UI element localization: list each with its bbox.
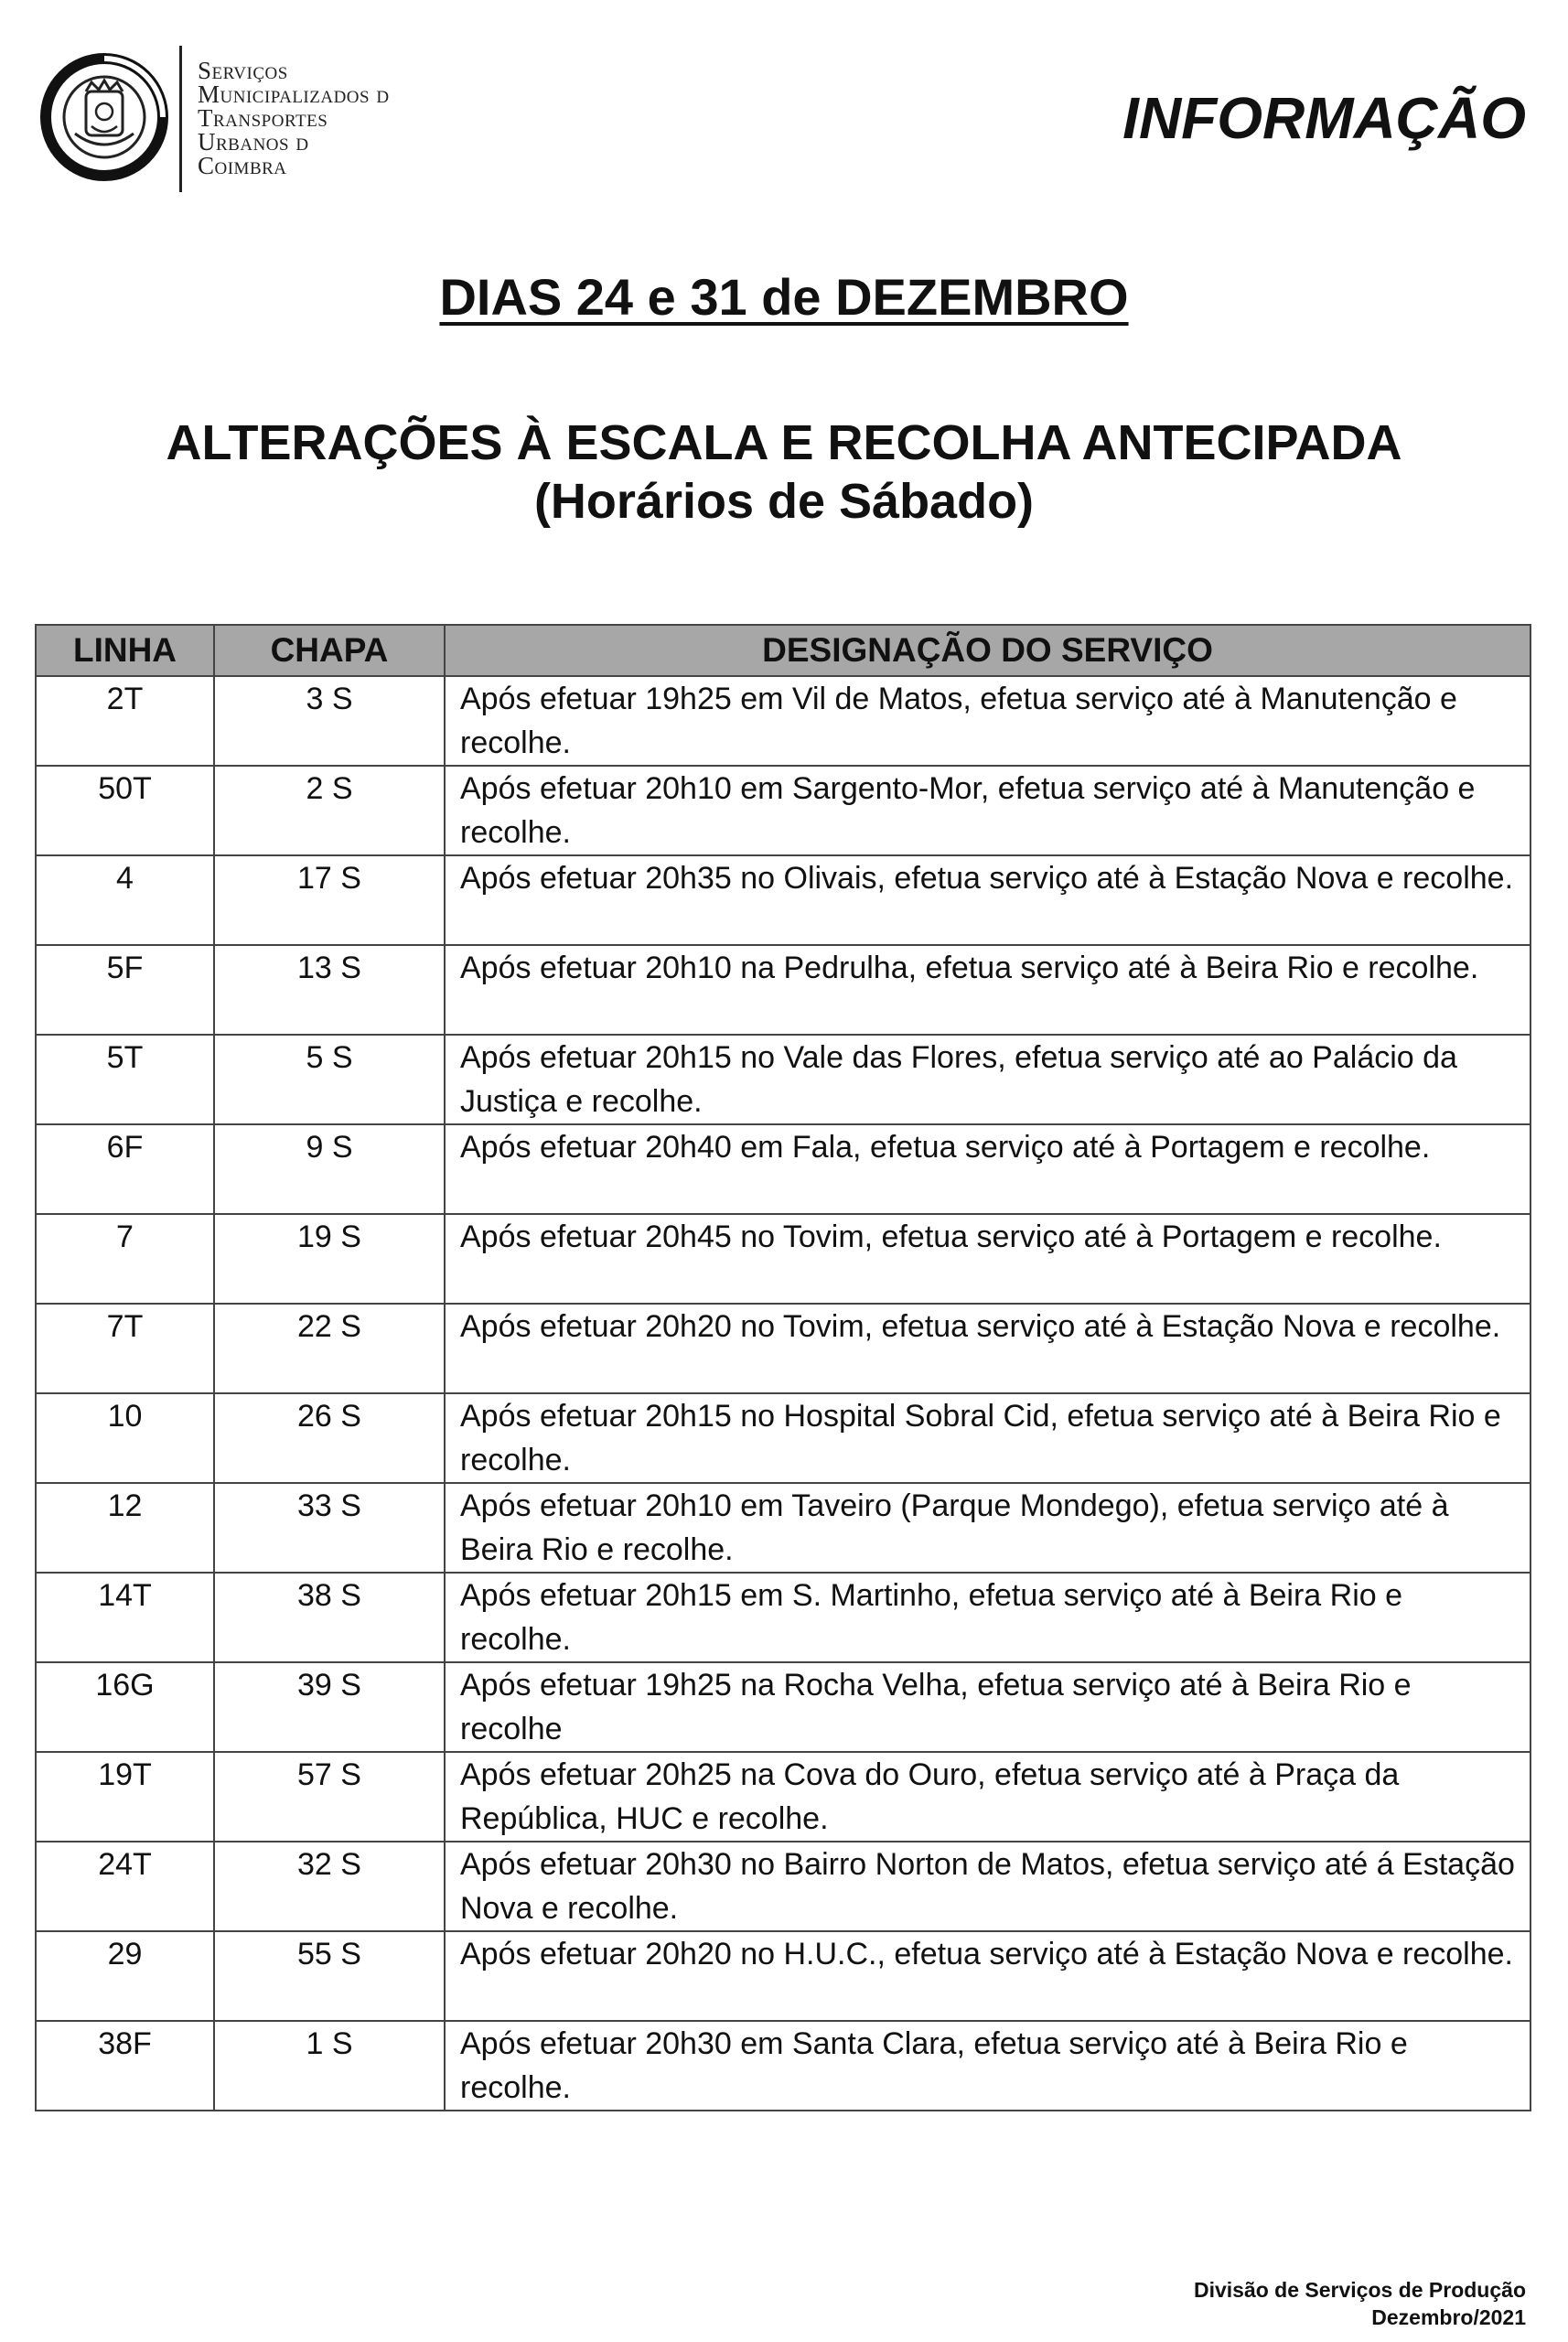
table-row [36, 1842, 1530, 1931]
org-line: Urbanos d [198, 128, 309, 156]
cell-chapa: 3 S [214, 676, 445, 766]
org-line: Coimbra [198, 152, 287, 179]
table-row [36, 1931, 1530, 2021]
org-line: Serviços [198, 57, 288, 84]
cell-chapa: 9 S [214, 1124, 445, 1214]
cell-designacao: Após efetuar 20h10 em Taveiro (Parque Mondego), efetua serviço até à Beira Rio e recolhe. [445, 1483, 1530, 1573]
information-label: INFORMAÇÃO [1122, 85, 1526, 151]
table-row [36, 855, 1530, 945]
cell-linha: 16G [36, 1662, 214, 1752]
org-line: Transportes [198, 104, 328, 132]
cell-designacao: Após efetuar 20h20 no Tovim, efetua serviço até à Estação Nova e recolhe. [445, 1304, 1530, 1393]
cell-designacao: Após efetuar 20h15 em S. Martinho, efetua serviço até à Beira Rio e recolhe. [445, 1573, 1530, 1662]
cell-linha: 14T [36, 1573, 214, 1662]
days-title [0, 267, 1568, 327]
table-row [36, 1304, 1530, 1393]
cell-chapa: 13 S [214, 945, 445, 1035]
logo-divider [179, 46, 182, 192]
cell-designacao: Após efetuar 20h45 no Tovim, efetua serviço até à Portagem e recolhe. [445, 1214, 1530, 1304]
cell-chapa: 22 S [214, 1304, 445, 1393]
cell-designacao: Após efetuar 19h25 na Rocha Velha, efetua serviço até à Beira Rio e recolhe [445, 1662, 1530, 1752]
days-title-text: DIAS 24 e 31 de DEZEMBRO [439, 268, 1129, 326]
cell-linha: 2T [36, 676, 214, 766]
cell-linha: 10 [36, 1393, 214, 1483]
cell-linha: 50T [36, 766, 214, 855]
cell-chapa: 39 S [214, 1662, 445, 1752]
coat-of-arms-icon [40, 53, 168, 181]
table-row [36, 945, 1530, 1035]
cell-designacao: Após efetuar 20h25 na Cova do Ouro, efetua serviço até à Praça da República, HUC e recolhe. [445, 1752, 1530, 1842]
cell-chapa: 33 S [214, 1483, 445, 1573]
table-row [36, 1483, 1530, 1573]
cell-chapa: 55 S [214, 1931, 445, 2021]
cell-linha: 5F [36, 945, 214, 1035]
cell-chapa: 1 S [214, 2021, 445, 2111]
cell-chapa: 38 S [214, 1573, 445, 1662]
cell-designacao: Após efetuar 20h30 em Santa Clara, efetua serviço até à Beira Rio e recolhe. [445, 2021, 1530, 2111]
cell-designacao: Após efetuar 19h25 em Vil de Matos, efetua serviço até à Manutenção e recolhe. [445, 676, 1530, 766]
cell-chapa: 17 S [214, 855, 445, 945]
cell-linha: 7 [36, 1214, 214, 1304]
table-row [36, 1124, 1530, 1214]
cell-linha: 6F [36, 1124, 214, 1214]
main-title-line1: ALTERAÇÕES À ESCALA E RECOLHA ANTECIPADA [166, 415, 1402, 470]
cell-chapa: 57 S [214, 1752, 445, 1842]
table-row [36, 1573, 1530, 1662]
cell-linha: 7T [36, 1304, 214, 1393]
table-row [36, 1662, 1530, 1752]
cell-designacao: Após efetuar 20h10 na Pedrulha, efetua serviço até à Beira Rio e recolhe. [445, 945, 1530, 1035]
cell-chapa: 19 S [214, 1214, 445, 1304]
cell-designacao: Após efetuar 20h20 no H.U.C., efetua serviço até à Estação Nova e recolhe. [445, 1931, 1530, 2021]
cell-chapa: 32 S [214, 1842, 445, 1931]
cell-designacao: Após efetuar 20h15 no Hospital Sobral Cid, efetua serviço até à Beira Rio e recolhe. [445, 1393, 1530, 1483]
cell-chapa: 5 S [214, 1035, 445, 1124]
cell-designacao: Após efetuar 20h30 no Bairro Norton de Matos, efetua serviço até á Estação Nova e recolhe. [445, 1842, 1530, 1931]
cell-linha: 24T [36, 1842, 214, 1931]
cell-designacao: Após efetuar 20h10 em Sargento-Mor, efetua serviço até à Manutenção e recolhe. [445, 766, 1530, 855]
cell-designacao: Após efetuar 20h15 no Vale das Flores, efetua serviço até ao Palácio da Justiça e recolhe. [445, 1035, 1530, 1124]
footer-division: Divisão de Serviços de Produção [1193, 2278, 1526, 2302]
table-row [36, 676, 1530, 766]
schedule-table [35, 624, 1531, 2111]
table-row [36, 766, 1530, 855]
footer-date: Dezembro/2021 [1371, 2305, 1526, 2329]
column-header-chapa: CHAPA [214, 625, 445, 676]
org-line: Municipalizados d [198, 81, 390, 108]
cell-designacao: Após efetuar 20h35 no Olivais, efetua serviço até à Estação Nova e recolhe. [445, 855, 1530, 945]
cell-chapa: 26 S [214, 1393, 445, 1483]
cell-chapa: 2 S [214, 766, 445, 855]
table-row [36, 1035, 1530, 1124]
main-title [0, 414, 1568, 531]
cell-linha: 4 [36, 855, 214, 945]
table-row [36, 1393, 1530, 1483]
cell-linha: 38F [36, 2021, 214, 2111]
cell-linha: 29 [36, 1931, 214, 2021]
cell-linha: 12 [36, 1483, 214, 1573]
schedule-table-body [36, 676, 1530, 2111]
organization-name [198, 59, 490, 177]
table-row [36, 1752, 1530, 1842]
column-header-linha: LINHA [36, 625, 214, 676]
table-header-row [36, 625, 1530, 676]
cell-linha: 19T [36, 1752, 214, 1842]
cell-linha: 5T [36, 1035, 214, 1124]
table-row [36, 1214, 1530, 1304]
cell-designacao: Após efetuar 20h40 em Fala, efetua serviço até à Portagem e recolhe. [445, 1124, 1530, 1214]
table-row [36, 2021, 1530, 2111]
main-title-line2: (Horários de Sábado) [533, 474, 1035, 529]
column-header-designacao: DESIGNAÇÃO DO SERVIÇO [445, 625, 1530, 676]
footer [1194, 2276, 1526, 2331]
smtuc-logo [40, 53, 168, 181]
